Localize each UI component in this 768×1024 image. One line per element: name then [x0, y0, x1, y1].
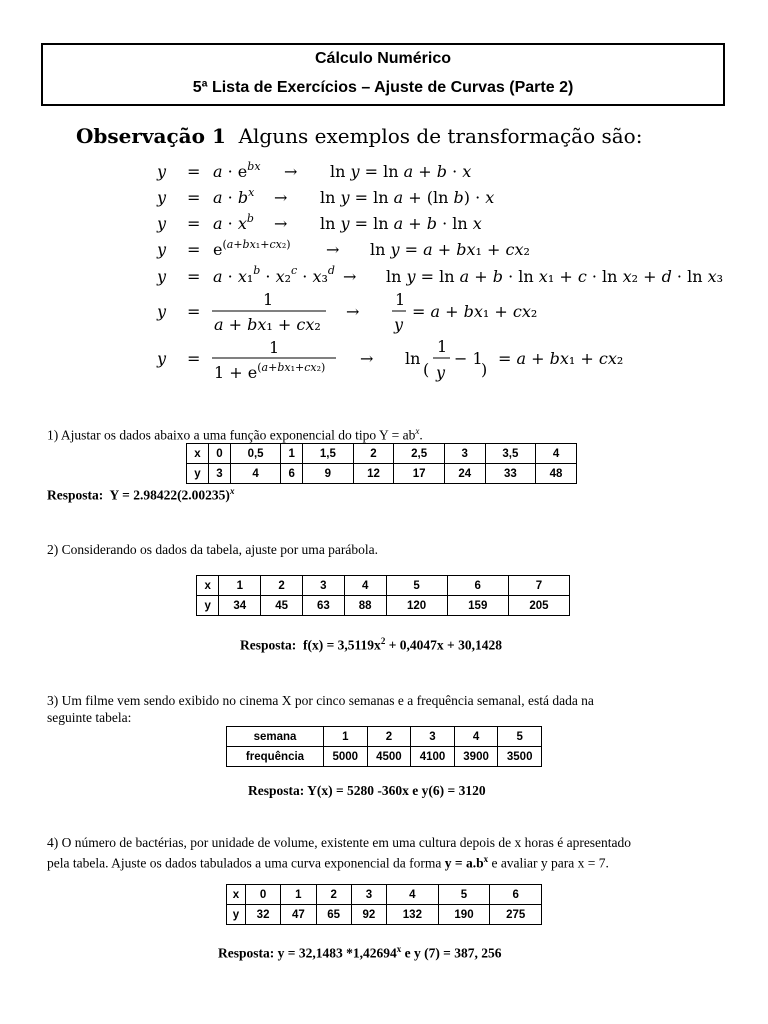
row-header-cell: x: [227, 885, 246, 905]
observation-text: Alguns exemplos de transformação são:: [238, 124, 643, 148]
table-cell: 3: [302, 576, 344, 596]
answer-label: Resposta:: [47, 487, 104, 503]
exercise-3-line-2: seguinte tabela:: [47, 710, 132, 725]
formula-row-5: [156, 264, 723, 286]
table-row: [197, 596, 570, 616]
svg-text:ln y = ln a + b · ln x: ln y = ln a + b · ln x: [320, 214, 482, 233]
svg-text:y: y: [157, 162, 167, 181]
svg-text:→: →: [326, 240, 340, 259]
table-cell: 6: [281, 464, 303, 484]
svg-text:ln y = ln a + b · ln x₁ + c ·: ln y = ln a + b · ln x₁ + c · ln x₂ + d · ln x₃: [386, 267, 724, 286]
svg-text:− 1: − 1: [454, 349, 483, 368]
table-row: [197, 576, 570, 596]
svg-text:y: y: [157, 267, 167, 286]
exercise-4-line-1: 4) O número de bactérias, por unidade de volume, existente em uma cultura depois de x horas é apresentado: [47, 835, 632, 850]
exercise-4-statement: [47, 834, 631, 872]
svg-text:ln y = ln a + b · x: ln y = ln a + b · x: [330, 162, 472, 181]
table-cell: 17: [394, 464, 444, 484]
svg-text:1: 1: [437, 337, 448, 356]
row-header-cell: y: [187, 464, 209, 484]
table-cell: 1,5: [303, 444, 353, 464]
svg-text:=: =: [187, 240, 201, 259]
svg-text:= a + bx₁ + cx₂: = a + bx₁ + cx₂: [498, 349, 624, 368]
list-title: 5ª Lista de Exercícios – Ajuste de Curvas (Parte 2): [192, 79, 574, 96]
table-cell: 3: [444, 444, 485, 464]
answer-value: Y = 2.98422(2.00235): [109, 487, 230, 503]
exercise-3-table: [226, 726, 542, 767]
observation-label: Observação 1: [76, 124, 226, 148]
table-cell: 92: [351, 905, 386, 925]
svg-text:→: →: [274, 214, 288, 233]
table-cell: 45: [261, 596, 303, 616]
formula-row-1: [156, 160, 471, 181]
exercise-1-table: [186, 443, 577, 484]
table-cell: 190: [438, 905, 490, 925]
table-row: [227, 747, 542, 767]
exercise-3-line-1: 3) Um filme vem sendo exibido no cinema X por cinco semanas e a frequência semanal, está dada na: [47, 693, 594, 708]
row-header-cell: y: [227, 905, 246, 925]
table-cell: 159: [447, 596, 508, 616]
svg-text:ln: ln: [405, 349, 421, 368]
exercise-3-statement: [47, 692, 594, 726]
table-row: [187, 444, 577, 464]
svg-text:= a + bx₁ + cx₂: = a + bx₁ + cx₂: [412, 302, 538, 321]
formula-row-4: [156, 238, 530, 259]
table-cell: 3: [208, 464, 230, 484]
table-cell: 2,5: [394, 444, 444, 464]
table-cell: 65: [316, 905, 351, 925]
exercise-4-answer: [218, 944, 502, 962]
answer-value: f(x) = 3,5119x: [303, 637, 381, 653]
exercise-1-statement: [47, 423, 423, 444]
table-cell: 33: [485, 464, 535, 484]
answer-superscript: x: [229, 486, 235, 496]
svg-text:y: y: [157, 214, 167, 233]
table-cell: 6: [447, 576, 508, 596]
svg-text:=: =: [187, 162, 201, 181]
table-cell: 5: [386, 576, 447, 596]
row-header-cell: frequência: [227, 747, 324, 767]
exercise-1-answer: [47, 486, 234, 504]
row-header-cell: x: [197, 576, 219, 596]
table-cell: 3,5: [485, 444, 535, 464]
table-cell: 32: [245, 905, 280, 925]
svg-text:=: =: [187, 349, 201, 368]
svg-text:→: →: [343, 267, 357, 286]
table-cell: 132: [387, 905, 439, 925]
svg-text:y: y: [157, 349, 167, 368]
svg-text:(: (: [423, 360, 430, 379]
table-cell: 2: [261, 576, 303, 596]
answer-tail: + 0,4047x + 30,1428: [385, 637, 502, 653]
svg-text:y: y: [394, 315, 404, 334]
table-cell: 24: [444, 464, 485, 484]
table-cell: 5: [438, 885, 490, 905]
svg-text:=: =: [187, 302, 201, 321]
table-row: [227, 905, 542, 925]
answer-value: Resposta: y = 32,1483 *1,42694: [218, 945, 397, 961]
table-cell: 48: [536, 464, 577, 484]
svg-text:→: →: [274, 188, 288, 207]
table-cell: 4: [536, 444, 577, 464]
svg-text:ln y = a + bx₁ + cx₂: ln y = a + bx₁ + cx₂: [370, 240, 530, 259]
course-title: Cálculo Numérico: [314, 50, 452, 67]
svg-text:=: =: [187, 188, 201, 207]
exercise-2-statement: 2) Considerando os dados da tabela, ajuste por uma parábola.: [47, 542, 379, 557]
svg-text:=: =: [187, 267, 201, 286]
answer-superscript: x: [396, 944, 402, 954]
svg-text:): ): [481, 360, 488, 379]
svg-text:1: 1: [395, 290, 406, 309]
row-header-cell: x: [187, 444, 209, 464]
table-cell: 47: [281, 905, 316, 925]
table-cell: 9: [303, 464, 353, 484]
svg-text:a · xb: $a \cdot x^b$: [213, 212, 254, 233]
svg-text:1: 1: [269, 338, 280, 357]
table-cell: 4: [454, 727, 498, 747]
svg-text:y: y: [157, 188, 167, 207]
line-2-formula: y = a.b: [444, 855, 484, 871]
formula-row-7: [156, 337, 623, 382]
svg-text:a · bx: $a \cdot b^x$: [213, 186, 255, 207]
exercise-4-line-2: [47, 851, 631, 872]
table-cell: 4100: [411, 747, 455, 767]
answer-tail: e y (7) = 387, 256: [401, 945, 502, 961]
table-cell: 205: [508, 596, 569, 616]
exercise-4-table: [226, 884, 542, 925]
svg-text:a · x₁b · x₂c · x₃d: a · x₁$^b$ · x₂$^c$ · x₃$^d$: [213, 264, 335, 286]
table-cell: 0,5: [230, 444, 280, 464]
svg-text:→: →: [346, 302, 360, 321]
svg-text:y: y: [436, 363, 446, 382]
table-cell: 1: [219, 576, 261, 596]
svg-text:→: →: [360, 349, 374, 368]
table-cell: 7: [508, 576, 569, 596]
table-row: [187, 464, 577, 484]
transformation-formulas: [0, 0, 768, 400]
exercise-3-answer: Resposta: Y(x) = 5280 -360x e y(6) = 3120: [248, 783, 486, 798]
answer-superscript: 2: [380, 636, 386, 646]
line-2-superscript: x: [483, 854, 489, 864]
exercise-1-superscript: x: [415, 426, 420, 436]
table-cell: 4: [344, 576, 386, 596]
table-cell: 2: [367, 727, 411, 747]
table-cell: 5: [498, 727, 542, 747]
table-cell: 275: [490, 905, 542, 925]
table-cell: 5000: [324, 747, 368, 767]
table-cell: 3900: [454, 747, 498, 767]
table-row: [227, 885, 542, 905]
svg-text:→: →: [284, 162, 298, 181]
table-cell: 3: [351, 885, 386, 905]
svg-text:e(a+bx₁+cx₂): $e^{(a+bx_1+cx_2)}$: [213, 238, 291, 259]
formula-row-3: [156, 212, 482, 233]
exercise-1-period: .: [419, 427, 423, 443]
svg-text:a + bx₁ + cx₂: a + bx₁ + cx₂: [214, 315, 321, 334]
exercise-2-answer: [240, 636, 502, 654]
table-cell: 0: [208, 444, 230, 464]
table-cell: 34: [219, 596, 261, 616]
svg-text:y: y: [157, 302, 167, 321]
table-cell: 1: [324, 727, 368, 747]
table-cell: 2: [353, 444, 394, 464]
row-header-cell: y: [197, 596, 219, 616]
exercise-1-text: 1) Ajustar os dados abaixo a uma função exponencial do tipo Y = ab: [47, 427, 416, 443]
table-cell: 4: [230, 464, 280, 484]
svg-text:1 + e(a+bx₁+cx₂): $1 + e^{(a+bx_1+cx_2)}$: [214, 361, 326, 382]
formula-row-6: [156, 290, 537, 334]
table-cell: 6: [490, 885, 542, 905]
table-cell: 63: [302, 596, 344, 616]
table-cell: 4: [387, 885, 439, 905]
table-cell: 2: [316, 885, 351, 905]
svg-text:y: y: [157, 240, 167, 259]
table-cell: 4500: [367, 747, 411, 767]
table-cell: 1: [281, 444, 303, 464]
table-cell: 0: [245, 885, 280, 905]
table-cell: 88: [344, 596, 386, 616]
svg-text:ln y = ln a + (ln b) · x: ln y = ln a + (ln b) · x: [320, 188, 495, 207]
table-cell: 3: [411, 727, 455, 747]
exercise-2-table: [196, 575, 570, 616]
row-header-cell: semana: [227, 727, 324, 747]
table-row: [227, 727, 542, 747]
table-cell: 120: [386, 596, 447, 616]
table-cell: 12: [353, 464, 394, 484]
table-cell: 1: [281, 885, 316, 905]
svg-text:=: =: [187, 214, 201, 233]
table-cell: 3500: [498, 747, 542, 767]
line-2-text: pela tabela. Ajuste os dados tabulados a uma curva exponencial da forma: [47, 855, 445, 871]
svg-text:a · ebx: $a \cdot e^{bx}$: [213, 160, 261, 181]
answer-label: Resposta:: [240, 637, 297, 653]
formula-row-2: [156, 186, 494, 207]
svg-text:1: 1: [263, 290, 274, 309]
line-2-tail: e avaliar y para x = 7.: [488, 855, 609, 871]
